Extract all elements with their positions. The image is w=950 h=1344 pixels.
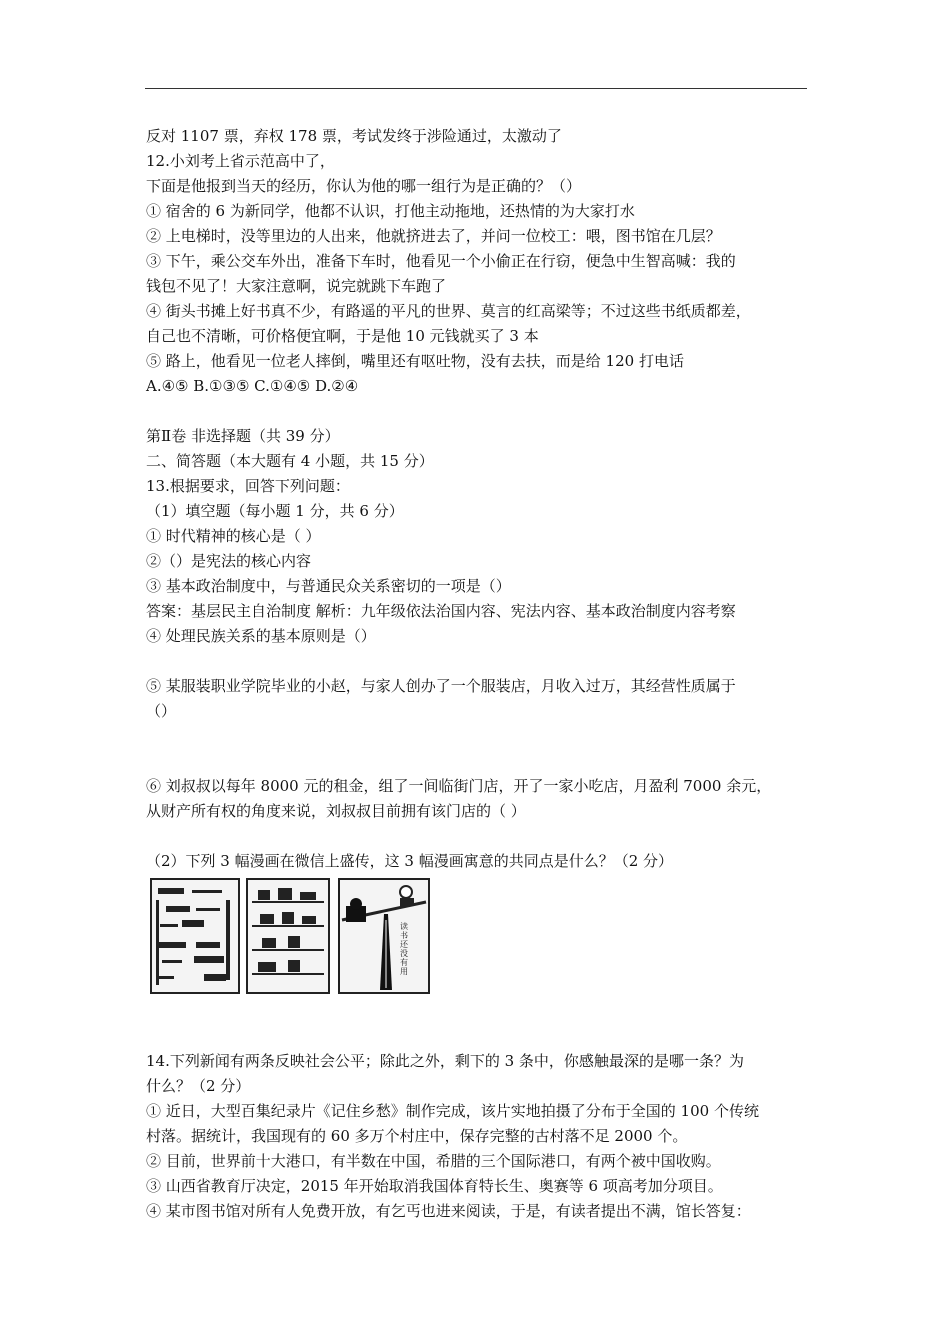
text-line: （1）填空题（每小题 1 分，共 6 分） [146, 502, 404, 520]
text-line: 反对 1107 票，弃权 178 票，考试发终于涉险通过，太激动了 [146, 127, 562, 145]
section-subtitle: 二、简答题（本大题有 4 小题，共 15 分） [146, 452, 434, 470]
comic-2-drawing [248, 880, 328, 992]
option-line: ① 宿舍的 6 为新同学，他都不认识，打他主动拖地，还热情的为大家打水 [146, 202, 635, 220]
option-line: ⑤ 某服装职业学院毕业的小赵，与家人创办了一个服装店，月收入过万，其经营性质属于 [146, 677, 736, 695]
option-line: ③ 基本政治制度中，与普通民众关系密切的一项是（） [146, 577, 511, 595]
question-12-title: 12.小刘考上省示范高中了， [146, 152, 335, 170]
news-item: ③ 山西省教育厅决定，2015 年开始取消我国体育特长生、奥赛等 6 项高考加分项目。 [146, 1177, 723, 1195]
option-line: ②（）是宪法的核心内容 [146, 552, 312, 570]
comic-2 [246, 878, 330, 994]
question-14-title: 14.下列新闻有两条反映社会公平；除此之外，剩下的 3 条中，你感触最深的是哪一条？为 [146, 1052, 744, 1070]
news-item: ① 近日，大型百集纪录片《记住乡愁》制作完成，该片实地拍摄了分布于全国的 100 个传统 [146, 1102, 759, 1120]
option-line: ② 上电梯时，没等里边的人出来，他就挤进去了，并问一位校工：喂，图书馆在几层？ [146, 227, 721, 245]
text-line: （2）下列 3 幅漫画在微信上盛传，这 3 幅漫画寓意的共同点是什么？（2 分） [146, 852, 674, 870]
option-line: 从财产所有权的角度来说，刘叔叔目前拥有该门店的（ ） [146, 802, 526, 820]
option-line: ⑥ 刘叔叔以每年 8000 元的租金，组了一间临街门店，开了一家小吃店，月盈利 7000 余元， [146, 777, 772, 795]
news-item: ④ 某市图书馆对所有人免费开放，有乞丐也进来阅读，于是，有读者提出不满，馆长答复： [146, 1202, 751, 1220]
question-13-title: 13.根据要求，回答下列问题： [146, 477, 350, 495]
section-title: 第Ⅱ卷 非选择题（共 39 分） [146, 427, 340, 445]
comic-3-caption: 读书还没有用 [400, 922, 408, 976]
option-line: ④ 处理民族关系的基本原则是（） [146, 627, 376, 645]
option-line: ③ 下午，乘公交车外出，准备下车时，他看见一个小偷正在行窃，便急中生智高喊：我的 [146, 252, 736, 270]
option-line: ⑤ 路上，他看见一位老人摔倒，嘴里还有呕吐物，没有去扶，而是给 120 打电话 [146, 352, 684, 370]
answer-choices: A.④⑤ B.①③⑤ C.①④⑤ D.②④ [146, 377, 359, 395]
text-line: 什么？（2 分） [146, 1077, 251, 1095]
option-line: ④ 街头书摊上好书真不少，有路遥的平凡的世界、莫言的红高梁等；不过这些书纸质都差， [146, 302, 751, 320]
news-item: 村落。据统计，我国现有的 60 多万个村庄中，保存完整的古村落不足 2000 个。 [146, 1127, 688, 1145]
comic-3-drawing [340, 880, 428, 992]
text-line: 下面是他报到当天的经历，你认为他的哪一组行为是正确的？（） [146, 177, 582, 195]
comic-1-drawing [152, 880, 238, 992]
comic-3 [338, 878, 430, 994]
comic-1 [150, 878, 240, 994]
answer-line: 答案：基层民主自治制度 解析：九年级依法治国内容、宪法内容、基本政治制度内容考察 [146, 602, 736, 620]
option-line: 钱包不见了！大家注意啊，说完就跳下车跑了 [146, 277, 447, 295]
option-line: ① 时代精神的核心是（ ） [146, 527, 321, 545]
option-line: （） [146, 702, 177, 720]
option-line: 自己也不清晰，可价格便宜啊，于是他 10 元钱就买了 3 本 [146, 327, 539, 345]
header-rule [145, 88, 807, 89]
news-item: ② 目前，世界前十大港口，有半数在中国，希腊的三个国际港口，有两个被中国收购。 [146, 1152, 721, 1170]
